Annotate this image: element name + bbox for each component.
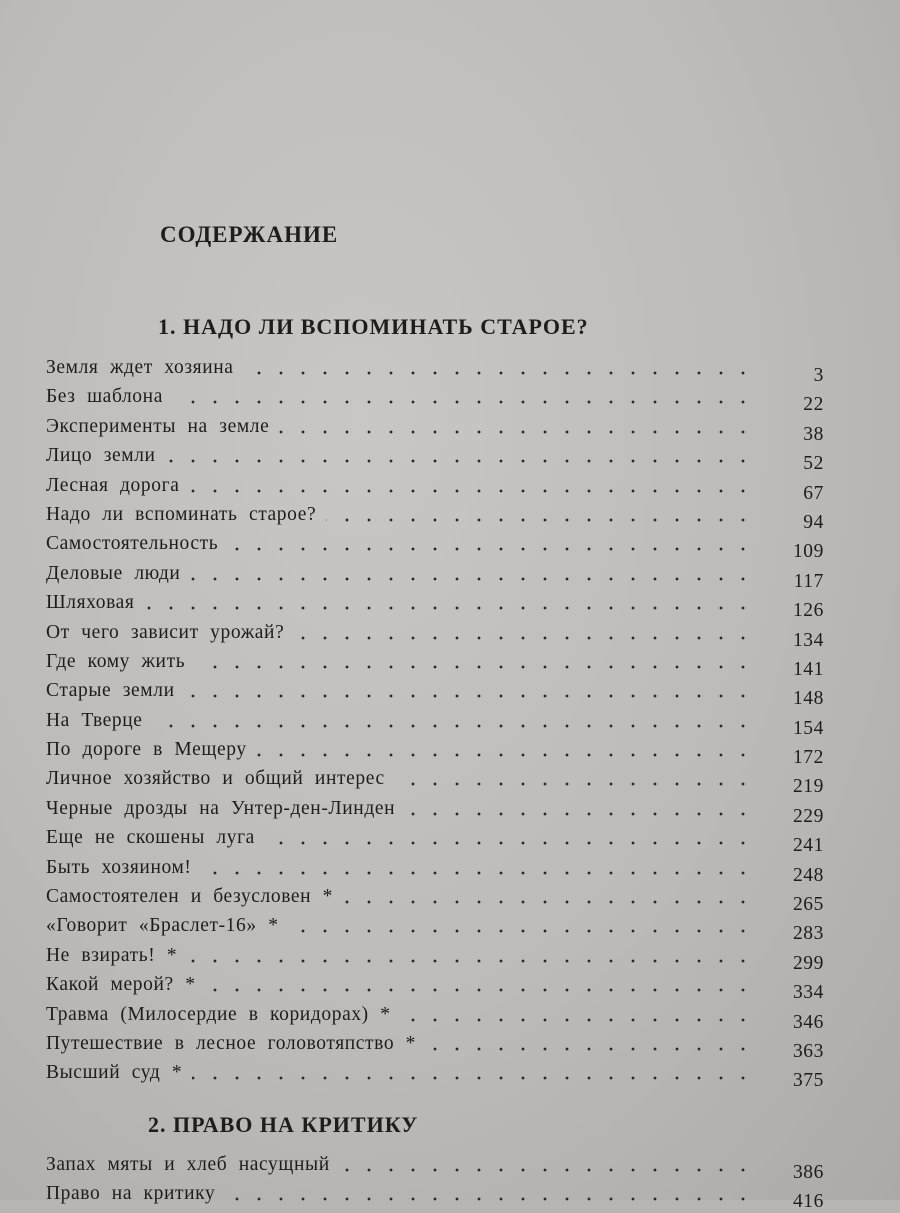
- toc-entry: [46, 590, 824, 622]
- toc-entry-page: 94: [803, 511, 824, 533]
- dot-leader: [405, 812, 754, 816]
- dot-leader: [265, 841, 754, 845]
- toc-entry: [46, 708, 824, 737]
- toc-entry: [46, 502, 824, 531]
- dot-leader: [206, 988, 754, 992]
- toc-entry: [46, 943, 824, 972]
- toc-entry: [46, 1031, 824, 1060]
- toc-entry: [46, 531, 824, 563]
- toc-entry: [46, 737, 824, 769]
- toc-entry-title: Шляховая: [46, 592, 135, 614]
- toc-entry-title: Самостоятелен и безусловен *: [46, 886, 334, 908]
- dot-leader: [294, 636, 754, 640]
- toc-entry-title: Надо ли вспоминать старое?: [46, 503, 317, 525]
- toc-entry-page: 241: [792, 835, 824, 857]
- dot-leader: [166, 459, 754, 463]
- dot-leader: [145, 606, 754, 610]
- toc-entry: [46, 473, 824, 502]
- toc-entry-page: 38: [803, 423, 824, 445]
- toc-entry: [46, 443, 824, 475]
- toc-entry-title: Самостоятельность: [46, 533, 219, 555]
- toc-entry-page: 229: [792, 805, 824, 827]
- toc-entry-page: 141: [792, 658, 824, 680]
- toc-entry-title: Какой мерой? *: [46, 974, 196, 996]
- toc-entry-page: 22: [803, 394, 824, 416]
- dot-leader: [202, 871, 754, 875]
- dot-leader: [195, 665, 754, 669]
- toc-entry: [46, 355, 824, 384]
- toc-entry-title: Земля ждет хозяина: [46, 357, 234, 378]
- toc-entry: [46, 766, 824, 798]
- toc-entry-title: Путешествие в лесное головотяпство *: [46, 1032, 417, 1054]
- toc-entry-title: Личное хозяйство и общий интерес: [46, 768, 385, 790]
- toc-entry-title: От чего зависит урожай?: [46, 621, 285, 643]
- dot-leader: [340, 1168, 754, 1172]
- toc-entry-title: Старые земли: [46, 680, 175, 702]
- toc-entry-title: Лицо земли: [46, 445, 156, 467]
- dot-leader: [244, 371, 754, 375]
- toc-entry: [46, 1002, 824, 1031]
- toc-entry-title: На Тверце: [46, 709, 143, 731]
- toc-entry-title: «Говорит «Браслет-16» *: [46, 915, 279, 937]
- dot-leader: [326, 518, 754, 522]
- dot-leader: [395, 782, 754, 786]
- toc-entry: [46, 972, 824, 1004]
- dot-leader: [257, 753, 754, 757]
- toc-entry-title: Запах мяты и хлеб насущный: [46, 1154, 330, 1175]
- dot-leader: [279, 430, 754, 434]
- toc-entry-page: 375: [792, 1070, 824, 1092]
- toc-entry-page: 219: [792, 776, 824, 798]
- toc-entry-title: Деловые люди: [46, 562, 181, 584]
- toc-entry-title: Еще не скошены луга: [46, 827, 255, 849]
- dot-leader: [189, 489, 754, 493]
- toc-entry-title: Право на критику: [46, 1183, 216, 1205]
- toc-entry-page: 386: [792, 1162, 824, 1183]
- toc-entry-title: Травма (Милосердие в коридорах) *: [46, 1003, 391, 1025]
- toc-entry-title: По дороге в Мещеру: [46, 739, 247, 761]
- toc-entry: [46, 825, 824, 857]
- toc-entry: [46, 561, 824, 590]
- toc-entry: [46, 620, 824, 649]
- toc-entry-page: 363: [792, 1040, 824, 1062]
- toc-entry-title: Черные дрозды на Унтер-ден-Линден: [46, 797, 396, 819]
- dot-leader: [228, 547, 754, 551]
- toc-entry: [46, 384, 824, 416]
- toc-entry-page: 172: [792, 747, 824, 769]
- toc-entry-page: 109: [792, 541, 824, 563]
- toc-entry: [46, 649, 824, 678]
- toc-entry: [46, 884, 824, 916]
- toc-entry: [46, 855, 824, 884]
- dot-leader: [289, 929, 754, 933]
- dot-leader: [190, 577, 754, 581]
- dot-leader: [343, 900, 754, 904]
- toc-entry-title: Эксперименты на земле: [46, 415, 270, 437]
- dot-leader: [401, 1018, 754, 1022]
- toc-entry-page: 346: [792, 1011, 824, 1033]
- section-title: 1. НАДО ЛИ ВСПОМИНАТЬ СТАРОЕ?: [158, 314, 589, 339]
- toc-entry: [46, 678, 824, 710]
- toc-entry-page: 154: [792, 717, 824, 739]
- dot-leader: [187, 959, 754, 963]
- toc-entry-page: 265: [792, 894, 824, 916]
- toc-entry-page: 148: [792, 688, 824, 710]
- dot-leader: [153, 724, 754, 728]
- section-title: 2. ПРАВО НА КРИТИКУ: [148, 1112, 419, 1137]
- toc-entry: [46, 1060, 824, 1092]
- toc-entry-title: Высший суд *: [46, 1062, 183, 1084]
- dot-leader: [185, 694, 754, 698]
- toc-entry-title: Без шаблона: [46, 386, 163, 408]
- toc-entry-page: 117: [793, 570, 824, 592]
- toc-entry-page: 334: [792, 982, 824, 1004]
- toc-entry-page: 67: [803, 482, 824, 504]
- toc-list: [46, 1152, 824, 1211]
- toc-entry-page: 126: [792, 600, 824, 622]
- toc-entry-title: Быть хозяином!: [46, 856, 192, 878]
- toc-entry-title: Не взирать! *: [46, 944, 178, 966]
- dot-leader: [426, 1047, 754, 1051]
- contents-heading: СОДЕРЖАНИЕ: [160, 222, 339, 247]
- toc-entry-page: 248: [792, 864, 824, 886]
- toc-entry-page: 3: [813, 365, 824, 386]
- dot-leader: [225, 1197, 754, 1201]
- toc-entry-title: Где кому жить: [46, 650, 186, 672]
- toc-list: [46, 355, 824, 1090]
- dot-leader: [173, 400, 754, 404]
- toc-entry: [46, 1152, 824, 1181]
- toc-entry: [46, 414, 824, 443]
- toc-entry-title: Лесная дорога: [46, 474, 180, 496]
- dot-leader: [192, 1076, 754, 1080]
- toc-entry-page: 299: [792, 952, 824, 974]
- toc-entry: [46, 796, 824, 825]
- toc-entry-page: 416: [792, 1191, 824, 1213]
- toc-entry: [46, 913, 824, 945]
- toc-entry-page: 52: [803, 453, 824, 475]
- toc-entry-page: 134: [792, 629, 824, 651]
- toc-entry: [46, 1181, 824, 1213]
- toc-entry-page: 283: [792, 923, 824, 945]
